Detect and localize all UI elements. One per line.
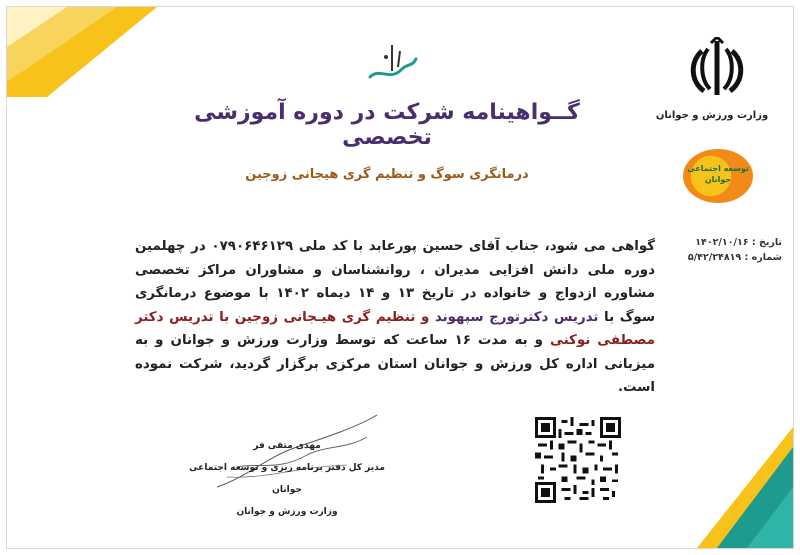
qr-code[interactable]: [535, 417, 621, 503]
certificate-date: تاریخ : ۱۴۰۲/۱۰/۱۶: [695, 237, 782, 248]
signer-position: مدیر کل دفتر برنامه ریزی و توسعه اجتماعی جوانان: [189, 463, 385, 495]
signature-block: [182, 435, 392, 523]
corner-decoration-bottom-right: [647, 427, 793, 548]
course-subtitle: درمانگری سوگ و تنظیم گری هیجانی زوجین: [245, 167, 529, 182]
corner-decoration-top-left: [7, 7, 167, 97]
certificate-body: [135, 235, 655, 400]
signer-name: مهدی متقی فر: [253, 441, 321, 451]
program-logo-text: توسعه اجتماعی جوانان: [687, 164, 749, 184]
certificate-number: شماره : ۵/۴۲/۲۴۸۱۹: [687, 252, 782, 263]
iran-emblem-icon: [682, 37, 752, 99]
certificate-frame: [6, 6, 794, 549]
body-text-part-4: و به مدت ۱۶ ساعت که توسط وزارت ورزش و جوانان و به میزبانی اداره کل ورزش و جوانان استان مرکزی برگزار گردید، شرکت نموده است.: [135, 333, 655, 395]
certificate-title: گــواهینامه شرکت در دوره آموزشی تخصصی: [194, 100, 580, 150]
program-logo: [683, 149, 753, 203]
body-text-part-3: و تنظیم گری هیـجانی زوجین با تدریس دکتر مصطفی نوکنی: [135, 309, 655, 348]
body-text-part-2: تدریس دکترتورج سپهوند: [429, 309, 599, 325]
signer-org: وزارت ورزش و جوانان: [236, 507, 338, 517]
body-text-part-1: گواهی می شود، جناب آقای حسین پورعابد با کد ملی ۰۷۹۰۶۴۶۱۲۹ در چهلمین دوره ملی دانش افزایی مدیران ، روانشناسان و مشاوران مراکز تخصصی مشاوره ازدواج و خانواده در تاریخ ۱۳ و ۱۴ دیماه ۱۴۰۲ با موضوع درمانگری سوگ با: [135, 239, 656, 325]
calligraphy-logo: [362, 37, 422, 87]
certificate-meta: [662, 235, 782, 265]
ministry-name: وزارت ورزش و جوانان: [655, 110, 769, 121]
